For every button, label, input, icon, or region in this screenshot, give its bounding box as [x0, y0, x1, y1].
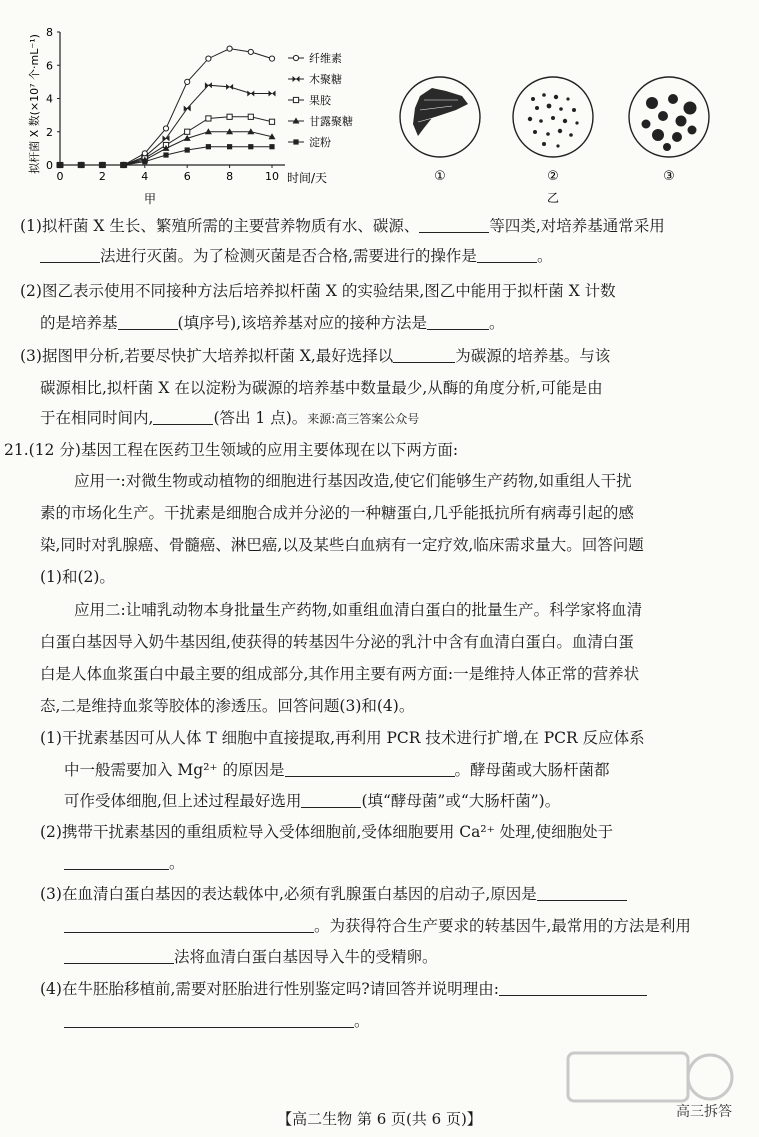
answer-blank[interactable]	[153, 409, 213, 426]
page-footer: 【高二生物 第 6 页(共 6 页)】	[277, 1110, 482, 1128]
data-point	[185, 129, 190, 134]
q21-app2-line4: 态,二是维持血浆等胶体的渗透压。回答问题(3)和(4)。	[40, 697, 415, 715]
plate-label: ①	[434, 169, 446, 184]
answer-blank[interactable]	[477, 247, 537, 264]
answer-blank[interactable]	[301, 792, 361, 809]
data-point	[248, 49, 253, 54]
data-point	[121, 162, 126, 167]
legend-label: 果胶	[309, 94, 331, 107]
data-point	[227, 114, 232, 119]
data-point	[226, 84, 233, 90]
answer-blank[interactable]	[537, 885, 627, 902]
q20-3-line2: 碳源相比,拟杆菌 X 在以淀粉为碳源的培养基中数量最少,从酶的角度分析,可能是由	[40, 379, 603, 397]
figure-yi	[400, 77, 709, 205]
q21-4-line2: 。	[64, 1009, 759, 1031]
q21-1-line2: 中一般需要加入 Mg²⁺ 的原因是 。酵母菌或大肠杆菌都	[64, 761, 610, 779]
q21-1-line1: (1)干扰素基因可从人体 T 细胞中直接提取,再利用 PCR 技术进行扩增,在 PCR 反应体系	[40, 729, 645, 747]
answer-blank[interactable]	[64, 948, 174, 965]
q21-app1-line2: 素的市场化生产。干扰素是细胞合成并分泌的一种糖蛋白,几乎能抵抗所有病毒引起的感	[40, 504, 634, 522]
legend-item	[288, 135, 331, 149]
figure-area	[0, 0, 759, 205]
q21-app1-line3: 染,同时对乳腺癌、骨髓癌、淋巴癌,以及某些白血病有一定疗效,临床需求量大。回答问题	[40, 536, 644, 554]
legend-item	[288, 72, 342, 86]
answer-blank[interactable]	[64, 1012, 354, 1029]
series-4	[57, 128, 276, 167]
x-tick-label: 2	[98, 170, 106, 183]
chart-xlabel: 时间/天	[287, 171, 328, 185]
q21-2-line2: 。	[64, 851, 759, 873]
y-tick-label: 0	[46, 159, 53, 172]
plate-1	[400, 77, 480, 184]
q21-heading: 21.(12 分)基因工程在医药卫生领域的应用主要体现在以下两方面:	[4, 441, 459, 459]
legend-label: 甘露聚糖	[309, 115, 353, 128]
data-point	[163, 126, 168, 131]
q20-3-line1: (3)据图甲分析,若要尽快扩大培养拟杆菌 X,最好选择以 为碳源的培养基。与该	[20, 347, 611, 365]
data-point	[163, 152, 168, 157]
data-point	[269, 144, 274, 149]
data-point	[247, 91, 254, 97]
watermark-logo: 高三拆答	[560, 1045, 750, 1133]
q20-1-line1: (1)拟杆菌 X 生长、繁殖所需的主要营养物质有水、碳源、 等四类,对培养基通常采用	[20, 217, 665, 235]
q21-1-line3: 可作受体细胞,但上述过程最好选用 (填“酵母菌”或“大肠杆菌”)。	[64, 792, 561, 810]
chart-ylabel: 拟杆菌 X 数(×10⁷ 个·mL⁻¹)	[28, 34, 41, 174]
legend-label: 纤维素	[309, 52, 342, 65]
q21-2-line1: (2)携带干扰素基因的重组质粒导入受体细胞前,受体细胞要用 Ca²⁺ 处理,使细胞处于	[40, 823, 614, 841]
q21-3-line2: 。为获得符合生产要求的转基因牛,最常用的方法是利用	[64, 914, 759, 936]
source-note: 来源:高三答案公众号	[307, 412, 420, 426]
q21-app1-line1: 应用一:对微生物或动植物的细胞进行基因改造,使它们能够生产药物,如重组人干扰	[74, 472, 632, 490]
q20-3-line3: 于在相同时间内, (答出 1 点)。来源:高三答案公众号	[40, 409, 420, 427]
q21-3-line1: (3)在血清白蛋白基因的表达载体中,必须有乳腺蛋白基因的启动子,原因是	[40, 882, 759, 904]
data-point	[100, 162, 105, 167]
data-point	[206, 56, 211, 61]
answer-blank[interactable]	[427, 314, 489, 331]
data-point	[79, 162, 84, 167]
data-point	[185, 147, 190, 152]
x-tick-label: 10	[265, 170, 279, 183]
plate-label: ②	[547, 169, 559, 184]
answer-blank[interactable]	[393, 347, 455, 364]
series-line	[60, 117, 272, 165]
answer-blank[interactable]	[419, 217, 489, 234]
data-point	[185, 79, 190, 84]
chart-jia	[27, 26, 353, 205]
x-tick-label: 0	[56, 170, 64, 183]
x-tick-label: 4	[141, 170, 149, 183]
x-tick-label: 8	[226, 170, 234, 183]
answer-blank[interactable]	[118, 314, 178, 331]
data-point	[248, 114, 253, 119]
data-point	[57, 162, 62, 167]
legend-item	[288, 114, 353, 128]
plate-caption-yi: 乙	[546, 191, 560, 205]
data-point	[269, 56, 274, 61]
data-point	[206, 116, 211, 121]
answer-blank[interactable]	[499, 980, 647, 997]
q20-2-line1: (2)图乙表示使用不同接种方法后培养拟杆菌 X 的实验结果,图乙中能用于拟杆菌 X 计数	[20, 282, 616, 300]
answer-blank[interactable]	[285, 761, 455, 778]
data-point	[293, 139, 298, 144]
q20-2-line2: 的是培养基 (填序号),该培养基对应的接种方法是 。	[40, 314, 505, 332]
q21-4-line1: (4)在牛胚胎移植前,需要对胚胎进行性别鉴定吗?请回答并说明理由:	[40, 977, 759, 999]
q21-3-line3: 法将血清白蛋白基因导入牛的受精卵。	[64, 945, 759, 967]
plate-label: ③	[663, 169, 675, 184]
plate-2	[513, 77, 593, 205]
x-tick-label: 6	[183, 170, 191, 183]
q21-app2-line3: 白是人体血浆蛋白中最主要的组成部分,其作用主要有两方面:一是维持人体正常的营养状	[40, 665, 640, 683]
q20-1-line2: 法进行灭菌。为了检测灭菌是否合格,需要进行的操作是 。	[40, 244, 759, 266]
answer-blank[interactable]	[64, 917, 314, 934]
legend-label: 淀粉	[309, 136, 331, 149]
data-point	[206, 144, 211, 149]
legend-label: 木聚糖	[309, 73, 342, 86]
data-point	[293, 97, 298, 102]
answer-blank[interactable]	[64, 854, 169, 871]
legend-item	[288, 94, 332, 107]
data-point	[269, 119, 274, 124]
data-point	[142, 159, 147, 164]
q21-app1-line4: (1)和(2)。	[40, 568, 115, 586]
y-tick-label: 8	[46, 26, 53, 39]
q21-app2-line1: 应用二:让哺乳动物本身批量生产药物,如重组血清白蛋白的批量生产。科学家将血清	[74, 601, 643, 619]
q21-app2-line2: 白蛋白基因导入奶牛基因组,使获得的转基因牛分泌的乳汁中含有血清白蛋白。血清白蛋	[40, 633, 634, 651]
data-point	[293, 55, 298, 60]
data-point	[293, 76, 300, 82]
y-tick-label: 4	[46, 92, 53, 106]
answer-blank[interactable]	[40, 247, 100, 264]
plate-3	[629, 77, 709, 184]
chart-caption-jia: 甲	[143, 192, 157, 205]
series-3	[57, 114, 274, 167]
data-point	[248, 144, 253, 149]
legend-item	[288, 51, 342, 65]
data-point	[269, 91, 276, 97]
data-point	[227, 144, 232, 149]
y-tick-label: 6	[46, 59, 53, 73]
data-point	[227, 46, 232, 51]
y-tick-label: 2	[46, 125, 53, 139]
